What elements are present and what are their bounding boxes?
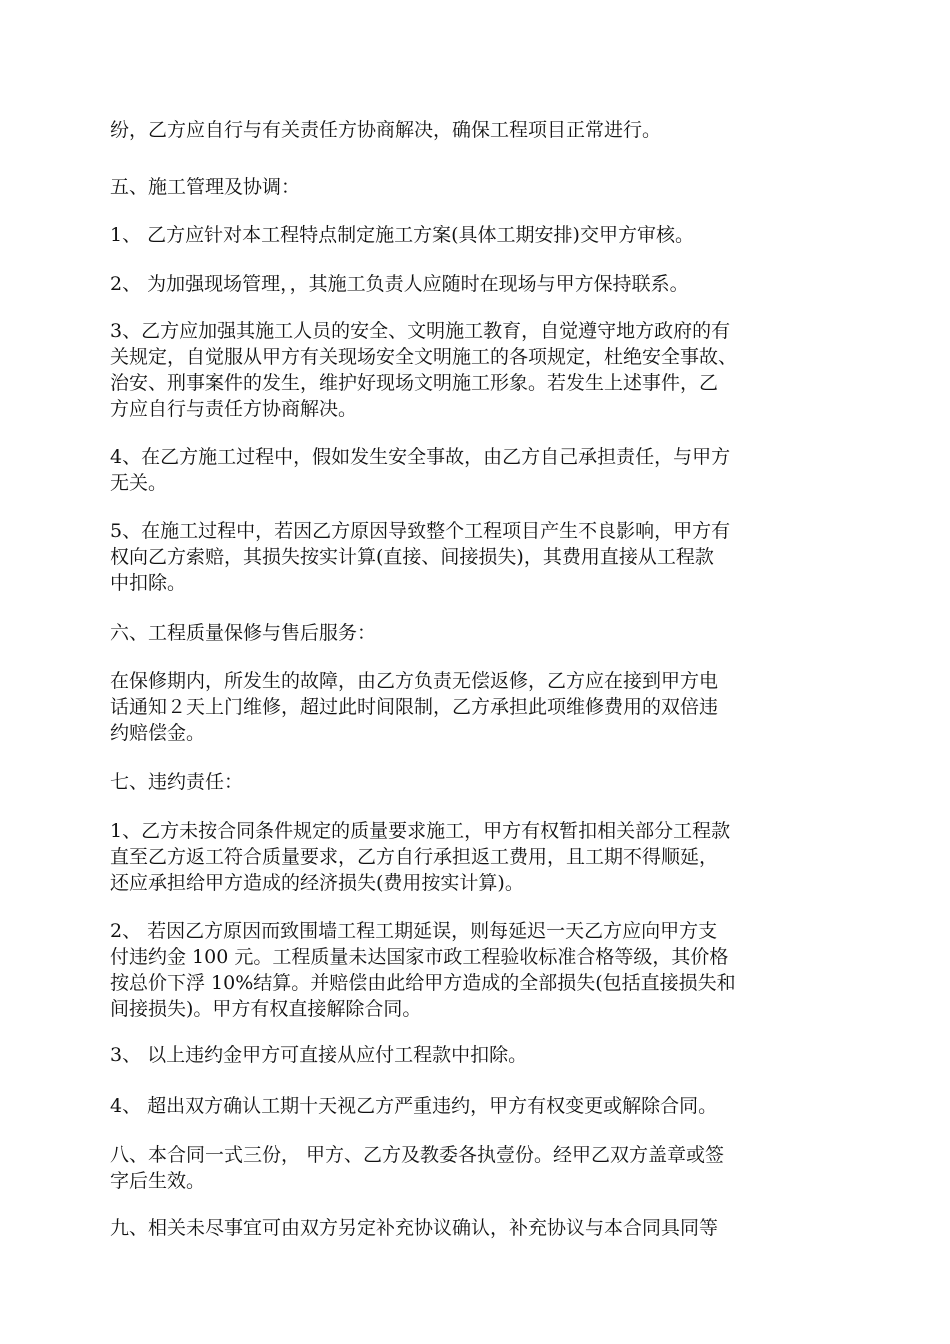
text-line: 还应承担给甲方造成的经济损失(费用按实计算)。: [110, 872, 524, 894]
text-line: 3、乙方应加强其施工人员的安全、文明施工教育，自觉遵守地方政府的有: [110, 320, 731, 342]
section-heading-warranty: [110, 620, 850, 646]
text-line: 关规定，自觉服从甲方有关现场安全文明施工的各项规定，杜绝安全事故、: [110, 346, 738, 368]
text-line: 在保修期内，所发生的故障，由乙方负责无偿返修，乙方应在接到甲方电: [110, 670, 719, 692]
clause-7-3: [110, 1042, 850, 1068]
text-line: 1、乙方未按合同条件规定的质量要求施工，甲方有权暂扣相关部分工程款: [110, 820, 731, 842]
text-line: 字后生效。: [110, 1170, 206, 1192]
text-line: 五、施工管理及协调：: [110, 176, 301, 198]
text-line: 5、在施工过程中，若因乙方原因导致整个工程项目产生不良影响，甲方有: [110, 520, 731, 542]
text-line: 4、在乙方施工过程中，假如发生安全事故，由乙方自己承担责任，与甲方: [110, 446, 731, 468]
text-line: 2、 为加强现场管理，，其施工负责人应随时在现场与甲方保持联系。: [110, 273, 689, 295]
clause-5-3: [110, 318, 850, 422]
clause-7-1: [110, 818, 850, 896]
text-line: 直至乙方返工符合质量要求，乙方自行承担返工费用，且工期不得顺延，: [110, 846, 719, 868]
text-line: 方应自行与责任方协商解决。: [110, 398, 358, 420]
text-line: 权向乙方索赔，其损失按实计算(直接、间接损失)，其费用直接从工程款: [110, 546, 714, 568]
text-line: 治安、刑事案件的发生，维护好现场文明施工形象。若发生上述事件，乙: [110, 372, 719, 394]
text-line: 4、 超出双方确认工期十天视乙方严重违约，甲方有权变更或解除合同。: [110, 1095, 718, 1117]
clause-7-2: [110, 918, 850, 1022]
text-line: 按总价下浮 10%结算。并赔偿由此给甲方造成的全部损失(包括直接损失和: [110, 972, 736, 994]
text-line: 间接损失)。甲方有权直接解除合同。: [110, 998, 422, 1020]
text-line: 3、 以上违约金甲方可直接从应付工程款中扣除。: [110, 1044, 528, 1066]
text-line: 无关。: [110, 472, 168, 494]
text-line: 七、违约责任：: [110, 771, 244, 793]
paragraph-dispute-resolution: [110, 117, 850, 143]
clause-9-supplementary: [110, 1215, 850, 1241]
text-line: 2、 若因乙方原因而致围墙工程工期延误，则每延迟一天乙方应向甲方支: [110, 920, 718, 942]
clause-5-1: [110, 222, 850, 248]
text-line: 话通知２天上门维修，超过此时间限制，乙方承担此项维修费用的双倍违: [110, 696, 719, 718]
clause-7-4: [110, 1093, 850, 1119]
text-line: 六、工程质量保修与售后服务：: [110, 622, 377, 644]
clause-5-4: [110, 444, 850, 496]
text-line: 约赔偿金。: [110, 722, 206, 744]
text-line: 1、 乙方应针对本工程特点制定施工方案(具体工期安排)交甲方审核。: [110, 224, 694, 246]
text-line: 中扣除。: [110, 572, 187, 594]
clause-8-copies: [110, 1142, 850, 1194]
text-line: 八、本合同一式三份， 甲方、乙方及教委各执壹份。经甲乙双方盖章或签: [110, 1144, 725, 1166]
clause-5-5: [110, 518, 850, 596]
section-heading-breach-liability: [110, 769, 850, 795]
paragraph-warranty-terms: [110, 668, 850, 746]
text-line: 九、相关未尽事宜可由双方另定补充协议确认，补充协议与本合同具同等: [110, 1217, 719, 1239]
text-line: 付违约金 100 元。工程质量未达国家市政工程验收标准合格等级，其价格: [110, 946, 729, 968]
text-line: 纷，乙方应自行与有关责任方协商解决，确保工程项目正常进行。: [110, 119, 662, 141]
clause-5-2: [110, 271, 850, 297]
section-heading-construction-management: [110, 174, 850, 200]
